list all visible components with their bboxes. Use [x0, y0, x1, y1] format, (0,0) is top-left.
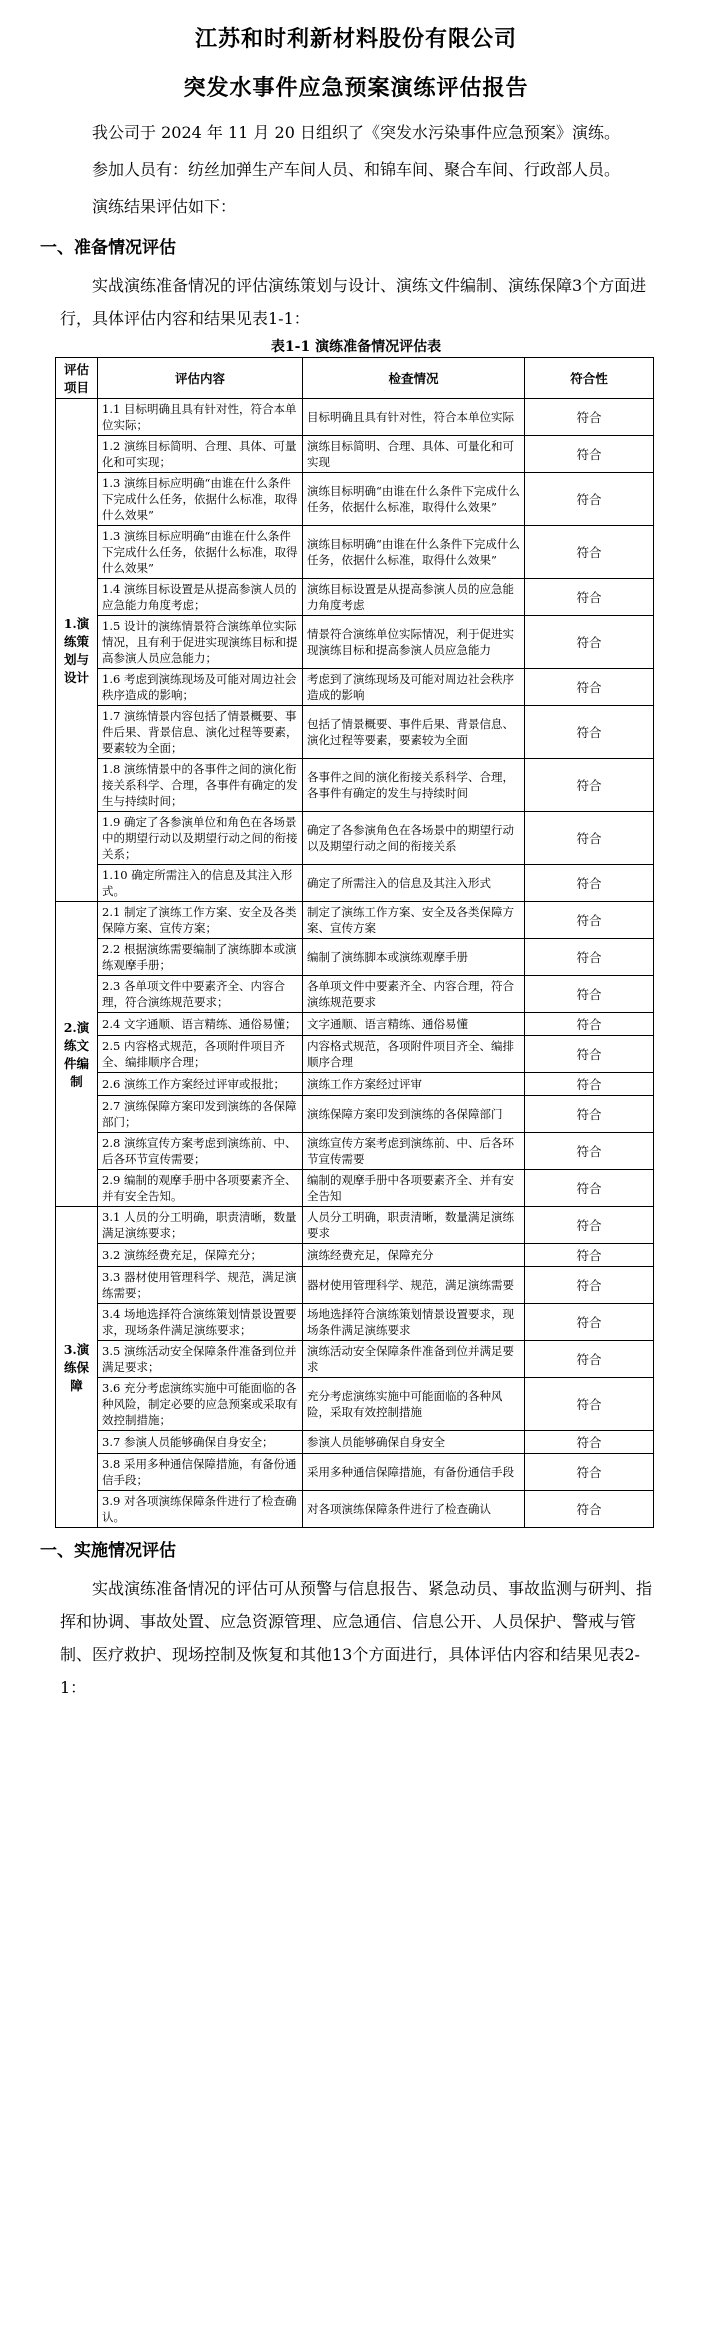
check-cell: 参演人员能够确保自身安全 [303, 1431, 525, 1454]
check-cell: 演练经费充足，保障充分 [303, 1244, 525, 1267]
content-cell: 1.10 确定所需注入的信息及其注入形式。 [98, 865, 303, 902]
intro-paragraph: 我公司于 2024 年 11 月 20 日组织了《突发水污染事件应急预案》演练。 [92, 123, 620, 142]
table-row [56, 706, 654, 759]
table-row [56, 1013, 654, 1036]
check-cell: 演练宣传方案考虑到演练前、中、后各环节宣传需要 [303, 1133, 525, 1170]
result-cell: 符合 [525, 473, 654, 526]
check-cell: 演练目标简明、合理、具体、可量化和可实现 [303, 436, 525, 473]
check-cell: 演练目标设置是从提高参演人员的应急能力角度考虑 [303, 579, 525, 616]
category-cell: 2.演练文件编制 [56, 902, 98, 1207]
section2-heading: 一、实施情况评估 [40, 1541, 176, 1561]
check-cell: 编制了演练脚本或演练观摩手册 [303, 939, 525, 976]
result-cell: 符合 [525, 1341, 654, 1378]
check-cell: 目标明确且具有针对性，符合本单位实际 [303, 399, 525, 436]
header-item: 评估项目 [56, 358, 98, 399]
result-cell: 符合 [525, 579, 654, 616]
result-cell: 符合 [525, 1491, 654, 1528]
check-cell: 演练目标明确“由谁在什么条件下完成什么任务，依据什么标准，取得什么效果” [303, 526, 525, 579]
check-cell: 演练保障方案印发到演练的各保障部门 [303, 1096, 525, 1133]
table-row [56, 1036, 654, 1073]
content-cell: 2.5 内容格式规范，各项附件项目齐全、编排顺序合理； [98, 1036, 303, 1073]
result-cell: 符合 [525, 669, 654, 706]
category-cell: 1.演练策划与设计 [56, 399, 98, 902]
table-row [56, 1267, 654, 1304]
content-cell: 3.4 场地选择符合演练策划情景设置要求，现场条件满足演练要求； [98, 1304, 303, 1341]
result-cell: 符合 [525, 939, 654, 976]
result-cell: 符合 [525, 1013, 654, 1036]
table-row [56, 1133, 654, 1170]
table-row [56, 1304, 654, 1341]
check-cell: 确定了所需注入的信息及其注入形式 [303, 865, 525, 902]
result-cell: 符合 [525, 1244, 654, 1267]
check-cell: 演练目标明确“由谁在什么条件下完成什么任务，依据什么标准，取得什么效果” [303, 473, 525, 526]
result-cell: 符合 [525, 1267, 654, 1304]
header-result: 符合性 [525, 358, 654, 399]
table-row [56, 1454, 654, 1491]
content-cell: 2.1 制定了演练工作方案、安全及各类保障方案、宣传方案； [98, 902, 303, 939]
check-cell: 充分考虑演练实施中可能面临的各种风险，采取有效控制措施 [303, 1378, 525, 1431]
table-body [56, 399, 654, 1528]
result-cell: 符合 [525, 706, 654, 759]
header-content: 评估内容 [98, 358, 303, 399]
table-row [56, 759, 654, 812]
table-row [56, 1244, 654, 1267]
participants-paragraph: 参加人员有：纺丝加弹生产车间人员、和锦车间、聚合车间、行政部人员。 [92, 160, 621, 179]
result-cell: 符合 [525, 865, 654, 902]
content-cell: 3.8 采用多种通信保障措施，有备份通信手段； [98, 1454, 303, 1491]
check-cell: 考虑到了演练现场及可能对周边社会秩序造成的影响 [303, 669, 525, 706]
content-cell: 1.5 设计的演练情景符合演练单位实际情况，且有利于促进实现演练目标和提高参演人员应急能力； [98, 616, 303, 669]
check-cell: 各单项文件中要素齐全、内容合理，符合演练规范要求 [303, 976, 525, 1013]
content-cell: 2.3 各单项文件中要素齐全、内容合理，符合演练规范要求； [98, 976, 303, 1013]
table-row [56, 579, 654, 616]
check-cell: 场地选择符合演练策划情景设置要求，现场条件满足演练要求 [303, 1304, 525, 1341]
check-cell: 器材使用管理科学、规范，满足演练需要 [303, 1267, 525, 1304]
report-title: 突发水事件应急预案演练评估报告 [183, 76, 529, 101]
result-cell: 符合 [525, 616, 654, 669]
check-cell: 人员分工明确，职责清晰，数量满足演练要求 [303, 1207, 525, 1244]
content-cell: 1.9 确定了各参演单位和角色在各场景中的期望行动以及期望行动之间的衔接关系； [98, 812, 303, 865]
eval-intro-paragraph: 演练结果评估如下： [92, 197, 237, 216]
table-row [56, 1096, 654, 1133]
content-cell: 2.7 演练保障方案印发到演练的各保障部门； [98, 1096, 303, 1133]
table-row [56, 1073, 654, 1096]
check-cell: 内容格式规范，各项附件项目齐全、编排顺序合理 [303, 1036, 525, 1073]
result-cell: 符合 [525, 902, 654, 939]
result-cell: 符合 [525, 526, 654, 579]
result-cell: 符合 [525, 1036, 654, 1073]
content-cell: 1.8 演练情景中的各事件之间的演化衔接关系科学、合理，各事件有确定的发生与持续时间； [98, 759, 303, 812]
check-cell: 对各项演练保障条件进行了检查确认 [303, 1491, 525, 1528]
check-cell: 演练工作方案经过评审 [303, 1073, 525, 1096]
table-row [56, 976, 654, 1013]
content-cell: 3.6 充分考虑演练实施中可能面临的各种风险，制定必要的应急预案或采取有效控制措施； [98, 1378, 303, 1431]
check-cell: 包括了情景概要、事件后果、背景信息、演化过程等要素，要素较为全面 [303, 706, 525, 759]
table-row [56, 1207, 654, 1244]
section2-paragraph: 实战演练准备情况的评估可从预警与信息报告、紧急动员、事故监测与研判、指挥和协调、事故处置、应急资源管理、应急通信、信息公开、人员保护、警戒与管制、医疗救护、现场控制及恢复和其他13个方面进行，具体评估内容和结果见表2-1： [60, 1579, 653, 1697]
content-cell: 1.3 演练目标应明确“由谁在什么条件下完成什么任务，依据什么标准，取得什么效果” [98, 473, 303, 526]
content-cell: 2.9 编制的观摩手册中各项要素齐全、并有安全告知。 [98, 1170, 303, 1207]
result-cell: 符合 [525, 1454, 654, 1491]
result-cell: 符合 [525, 1133, 654, 1170]
result-cell: 符合 [525, 399, 654, 436]
check-cell: 演练活动安全保障条件准备到位并满足要求 [303, 1341, 525, 1378]
content-cell: 2.4 文字通顺、语言精练、通俗易懂； [98, 1013, 303, 1036]
result-cell: 符合 [525, 1207, 654, 1244]
check-cell: 确定了各参演角色在各场景中的期望行动以及期望行动之间的衔接关系 [303, 812, 525, 865]
content-cell: 3.3 器材使用管理科学、规范，满足演练需要； [98, 1267, 303, 1304]
result-cell: 符合 [525, 436, 654, 473]
table-row [56, 939, 654, 976]
table-row [56, 902, 654, 939]
table-row [56, 1491, 654, 1528]
table-row [56, 526, 654, 579]
table-row [56, 399, 654, 436]
content-cell: 2.6 演练工作方案经过评审或报批； [98, 1073, 303, 1096]
section1-paragraph: 实战演练准备情况的评估演练策划与设计、演练文件编制、演练保障3个方面进行，具体评估内容和结果见表1-1： [60, 276, 647, 328]
check-cell: 情景符合演练单位实际情况，利于促进实现演练目标和提高参演人员应急能力 [303, 616, 525, 669]
content-cell: 3.9 对各项演练保障条件进行了检查确认。 [98, 1491, 303, 1528]
check-cell: 采用多种通信保障措施，有备份通信手段 [303, 1454, 525, 1491]
content-cell: 3.1 人员的分工明确，职责清晰，数量满足演练要求； [98, 1207, 303, 1244]
table-row [56, 436, 654, 473]
table-row [56, 616, 654, 669]
category-cell: 3.演练保障 [56, 1207, 98, 1528]
content-cell: 2.8 演练宣传方案考虑到演练前、中、后各环节宣传需要； [98, 1133, 303, 1170]
result-cell: 符合 [525, 1073, 654, 1096]
content-cell: 2.2 根据演练需要编制了演练脚本或演练观摩手册； [98, 939, 303, 976]
content-cell: 3.2 演练经费充足，保障充分； [98, 1244, 303, 1267]
result-cell: 符合 [525, 1304, 654, 1341]
section1-heading: 一、准备情况评估 [40, 238, 176, 258]
table-row [56, 812, 654, 865]
content-cell: 3.5 演练活动安全保障条件准备到位并满足要求； [98, 1341, 303, 1378]
table-row [56, 1378, 654, 1431]
content-cell: 1.4 演练目标设置是从提高参演人员的应急能力角度考虑； [98, 579, 303, 616]
table-row [56, 865, 654, 902]
table-header-row [56, 358, 654, 399]
check-cell: 文字通顺、语言精练、通俗易懂 [303, 1013, 525, 1036]
table-row [56, 1431, 654, 1454]
result-cell: 符合 [525, 1431, 654, 1454]
content-cell: 3.7 参演人员能够确保自身安全； [98, 1431, 303, 1454]
content-cell: 1.2 演练目标简明、合理、具体、可量化和可实现； [98, 436, 303, 473]
content-cell: 1.1 目标明确且具有针对性，符合本单位实际； [98, 399, 303, 436]
result-cell: 符合 [525, 1378, 654, 1431]
content-cell: 1.3 演练目标应明确“由谁在什么条件下完成什么任务，依据什么标准，取得什么效果” [98, 526, 303, 579]
report-page [0, 22, 712, 2336]
result-cell: 符合 [525, 1096, 654, 1133]
result-cell: 符合 [525, 1170, 654, 1207]
check-cell: 各事件之间的演化衔接关系科学、合理，各事件有确定的发生与持续时间 [303, 759, 525, 812]
table-caption: 表1-1 演练准备情况评估表 [270, 339, 442, 355]
result-cell: 符合 [525, 759, 654, 812]
table-row [56, 669, 654, 706]
result-cell: 符合 [525, 812, 654, 865]
table-row [56, 1170, 654, 1207]
content-cell: 1.7 演练情景内容包括了情景概要、事件后果、背景信息、演化过程等要素，要素较为全面； [98, 706, 303, 759]
evaluation-table [55, 357, 654, 1528]
table-row [56, 473, 654, 526]
content-cell: 1.6 考虑到演练现场及可能对周边社会秩序造成的影响； [98, 669, 303, 706]
check-cell: 编制的观摩手册中各项要素齐全、并有安全告知 [303, 1170, 525, 1207]
company-title: 江苏和时利新材料股份有限公司 [194, 27, 517, 52]
check-cell: 制定了演练工作方案、安全及各类保障方案、宣传方案 [303, 902, 525, 939]
result-cell: 符合 [525, 976, 654, 1013]
header-check: 检查情况 [303, 358, 525, 399]
table-row [56, 1341, 654, 1378]
